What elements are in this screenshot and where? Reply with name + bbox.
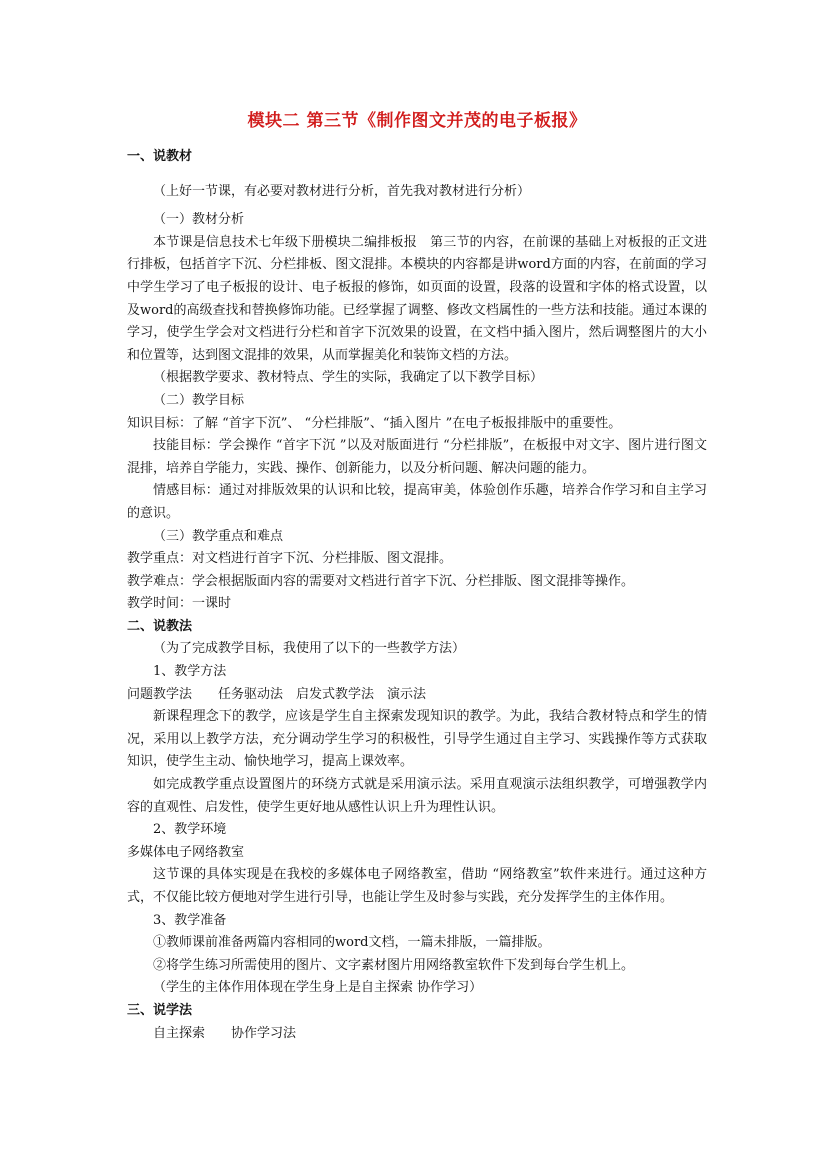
page-title: 模块二 第三节《制作图文并茂的电子板报》: [247, 111, 587, 131]
paragraph: 情感目标：通过对排版效果的认识和比较，提高审美，体验创作乐趣，培养合作学习和自主学习的意识。: [127, 483, 707, 521]
subsection-heading: 3、教学准备: [153, 912, 227, 928]
paragraph: 新课程理念下的教学，应该是学生自主探索发现知识的教学。为此，我结合教材特点和学生的情况，采用以上教学方法，充分调动学生学习的积极性，引导学生通过自主学习、实践操作等方式获取知识，使学生主动、愉快地学习，提高上课效率。: [127, 709, 707, 770]
paragraph: 这节课的具体实现是在我校的多媒体电子网络教室，借助 “网络教室”软件来进行。通过这种方式，不仅能比较方便地对学生进行引导，也能让学生及时参与实践，充分发挥学生的主体作用。: [127, 867, 707, 905]
paragraph: 教学难点：学会根据版面内容的需要对文档进行首字下沉、分栏排版、图文混排等操作。: [127, 573, 635, 589]
paragraph: 问题教学法 任务驱动法 启发式教学法 演示法: [127, 686, 427, 702]
paragraph: （为了完成教学目标，我使用了以下的一些教学方法）: [153, 641, 466, 657]
paragraph: ②将学生练习所需使用的图片、文字素材图片用网络教室软件下发到每台学生机上。: [153, 957, 635, 973]
subsection-heading: 1、教学方法: [153, 664, 227, 680]
subsection-heading: （二）教学目标: [153, 392, 245, 408]
paragraph: 技能目标：学会操作 “首字下沉 ”以及对版面进行 “分栏排版”，在板报中对文字、图片进行图文混排，培养自学能力，实践、操作、创新能力，以及分析问题、解决问题的能力。: [127, 438, 707, 476]
paragraph: 如完成教学重点设置图片的环绕方式就是采用演示法。采用直观演示法组织教学，可增强教学内容的直观性、启发性，使学生更好地从感性认识上升为理性认识。: [127, 777, 707, 815]
paragraph: ①教师课前准备两篇内容相同的word文档，一篇未排版，一篇排版。: [153, 935, 551, 951]
subsection-heading: 2、教学环境: [153, 822, 227, 838]
paragraph: 知识目标：了解 “首字下沉”、 “分栏排版”、“插入图片 ”在电子板报排版中的重要性。: [127, 415, 622, 431]
subsection-heading: （一）教材分析: [153, 212, 245, 228]
paragraph: 自主探索 协作学习法: [153, 1025, 297, 1041]
section-heading: 一、说教材: [127, 149, 193, 164]
paragraph: （上好一节课，有必要对教材进行分析，首先我对教材进行分析）: [153, 183, 531, 199]
paragraph: （根据教学要求、教材特点、学生的实际，我确定了以下教学目标）: [153, 370, 544, 386]
paragraph: （学生的主体作用体现在学生身上是自主探索 协作学习）: [153, 980, 483, 996]
paragraph: 教学重点：对文档进行首字下沉、分栏排版、图文混排。: [127, 551, 453, 567]
paragraph: 教学时间：一课时: [127, 596, 232, 612]
section-heading: 三、说学法: [127, 1002, 193, 1018]
subsection-heading: （三）教学重点和难点: [153, 528, 284, 544]
section-heading: 二、说教法: [127, 618, 193, 634]
paragraph: 多媒体电子网络教室: [127, 844, 245, 860]
paragraph: 本节课是信息技术七年级下册模块二编排板报 第三节的内容，在前课的基础上对板报的正文进行排板，包括首字下沉、分栏排板、图文混排。本模块的内容都是讲word方面的内容，在前面的学习中学生学习了电子板报的设计、电子板报的修饰，如页面的设置，段落的设置和字体的格式设置，以及word的高级查找和替换修饰功能。已经掌握了调整、修改文档属性的一些方法和技能。通过本课的学习，使学生学会对文档进行分栏和首字下沉效果的设置，在文档中插入图片，然后调整图片的大小和位置等，达到图文混排的效果，从而掌握美化和装饰文档的方法。: [127, 234, 707, 363]
